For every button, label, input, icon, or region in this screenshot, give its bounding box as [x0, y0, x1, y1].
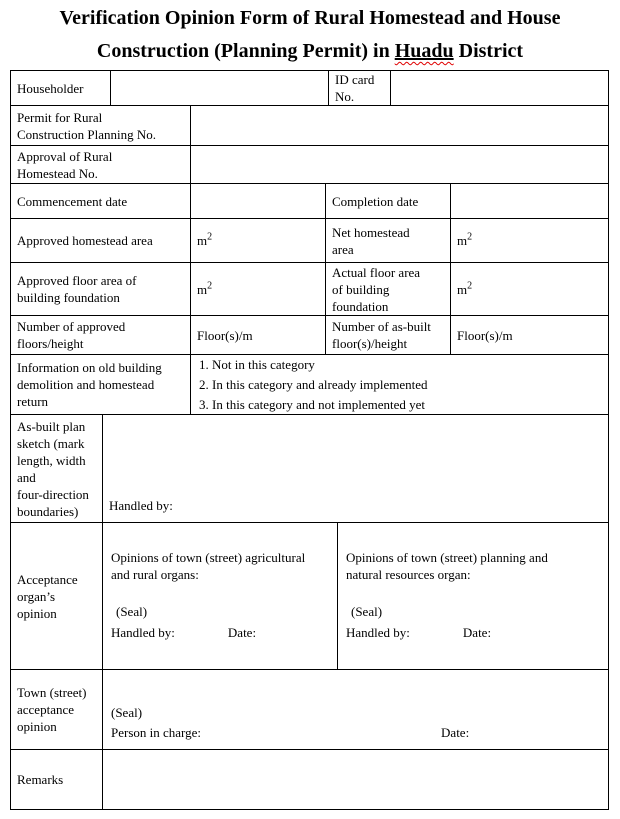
net-area-label-cell [326, 219, 451, 263]
table-row [11, 316, 609, 355]
label-line: Approval of Rural [17, 148, 113, 164]
remarks-value-cell[interactable] [103, 750, 609, 810]
net-area-unit-cell[interactable] [451, 219, 609, 263]
label-line: and [17, 470, 36, 485]
commencement-value-cell[interactable] [191, 184, 326, 219]
handled-by-label: Handled by: [111, 625, 175, 640]
square-meter-unit [457, 281, 472, 298]
signature-line [346, 623, 491, 643]
label-line: sketch (mark [17, 436, 85, 451]
label-line: As-built plan [17, 419, 86, 434]
form-title [0, 2, 620, 68]
unit-base: m [457, 281, 468, 297]
option-item: 3. In this category and not implemented yet [199, 396, 425, 412]
town-label-cell [11, 670, 103, 750]
table-row [11, 750, 609, 810]
title-line-2 [0, 35, 620, 68]
town-opinion-cell[interactable] [103, 670, 609, 750]
opinion-title-line: Opinions of town (street) planning and [346, 550, 548, 565]
label-line: boundaries) [17, 504, 79, 519]
sketch-label-cell [11, 415, 103, 523]
householder-value-cell[interactable] [111, 71, 329, 106]
label-line: organ’s [17, 588, 56, 604]
commencement-label: Commencement date [17, 193, 128, 209]
remarks-label-cell [11, 750, 103, 810]
label-line: foundation [332, 298, 389, 314]
label-line: Town (street) [17, 685, 87, 700]
table-row [11, 263, 609, 316]
actual-floor-area-label-cell [326, 263, 451, 316]
householder-label: Householder [17, 80, 84, 96]
old-building-label-cell [11, 355, 191, 415]
unit-base: m [197, 233, 208, 248]
sketch-drawing-cell[interactable] [103, 415, 609, 523]
unit-base: m [197, 281, 208, 297]
underlined-word-wrap [395, 40, 454, 62]
label-line: floor(s)/height [332, 336, 408, 351]
square-meter-unit [197, 232, 212, 249]
asbuilt-floors-label-cell [326, 316, 451, 355]
table-row [11, 106, 609, 146]
permit-no-label-cell [11, 106, 191, 146]
seal-label: (Seal) [111, 705, 143, 720]
date-label: Date: [227, 625, 257, 640]
label-line: opinion [17, 605, 57, 621]
approved-floor-area-label-cell [11, 263, 191, 316]
title-line-2-suffix: District [453, 40, 524, 62]
title-line-2-prefix: Construction (Planning Permit) in [96, 40, 395, 62]
approved-floors-unit-cell[interactable] [191, 316, 326, 355]
square-meter-unit [457, 232, 472, 249]
title-line-1: Verification Opinion Form of Rural Homestead and House [59, 7, 561, 29]
asbuilt-floors-unit-cell[interactable] [451, 316, 609, 355]
id-card-value-cell[interactable] [391, 71, 609, 106]
label-line: Homestead No. [17, 165, 98, 181]
label-line: demolition and homestead [17, 377, 155, 392]
table-row [11, 523, 609, 670]
floors-unit: Floor(s)/m [457, 327, 513, 343]
verification-form-table [10, 70, 609, 810]
label-line: Number of as-built [332, 319, 431, 334]
label-line: acceptance [17, 702, 75, 717]
square-meter-unit [197, 281, 212, 298]
unit-base: m [457, 233, 468, 248]
table-row [11, 415, 609, 523]
approved-area-label: Approved homestead area [17, 233, 153, 248]
completion-label-cell [326, 184, 451, 219]
unit-exponent: 2 [467, 231, 473, 243]
label-line: floors/height [17, 336, 84, 351]
homestead-no-label-cell [11, 146, 191, 184]
label-line: Information on old building [17, 360, 162, 375]
label-line: building foundation [17, 290, 120, 305]
label-line: Permit for Rural [17, 109, 103, 125]
commencement-label-cell [11, 184, 191, 219]
table-row [11, 146, 609, 184]
id-card-label: ID card No. [335, 72, 375, 104]
label-line: return [17, 394, 49, 409]
table-row [11, 71, 609, 106]
old-building-options-cell[interactable] [191, 355, 609, 415]
date-label: Date: [462, 625, 492, 640]
actual-floor-area-unit-cell[interactable] [451, 263, 609, 316]
label-line: Net homestead [332, 224, 410, 240]
signature-line [111, 623, 256, 643]
seal-label: (Seal) [351, 604, 383, 619]
planning-opinion-cell[interactable] [338, 523, 609, 670]
remarks-label: Remarks [17, 772, 64, 787]
approved-area-unit-cell[interactable] [191, 219, 326, 263]
signature-line [111, 723, 469, 743]
label-line: Actual floor area [332, 264, 421, 280]
date-label: Date: [441, 725, 470, 740]
householder-label-cell [11, 71, 111, 106]
label-line: opinion [17, 719, 57, 734]
seal-label: (Seal) [116, 604, 148, 619]
approved-floor-area-unit-cell[interactable] [191, 263, 326, 316]
handled-by-label: Handled by: [346, 625, 410, 640]
table-row [11, 219, 609, 263]
completion-label: Completion date [332, 193, 419, 209]
unit-exponent: 2 [207, 280, 213, 292]
table-row [11, 670, 609, 750]
table-row [11, 184, 609, 219]
id-card-label-cell [329, 71, 391, 106]
approved-area-label-cell [11, 219, 191, 263]
permit-no-value-cell[interactable] [191, 106, 609, 146]
unit-exponent: 2 [467, 280, 473, 292]
opinion-title-line: and rural organs: [111, 567, 199, 582]
floors-unit: Floor(s)/m [197, 327, 253, 343]
label-line: of building [332, 281, 390, 297]
table-row [11, 355, 609, 415]
person-in-charge-label: Person in charge: [111, 725, 202, 740]
label-line: four-direction [17, 487, 89, 502]
agricultural-opinion-cell[interactable] [103, 523, 338, 670]
sketch-handled-by-label: Handled by: [109, 498, 173, 513]
label-line: Construction Planning No. [17, 126, 157, 142]
spellcheck-flagged-word: Huadu [394, 40, 454, 62]
opinion-title-line: natural resources organ: [346, 567, 471, 582]
label-line: Acceptance [17, 571, 78, 587]
label-line: Approved floor area of [17, 273, 137, 288]
option-item: 2. In this category and already implemented [199, 376, 428, 392]
label-line: area [332, 241, 354, 257]
homestead-no-value-cell[interactable] [191, 146, 609, 184]
acceptance-label-cell [11, 523, 103, 670]
label-line: length, width [17, 453, 86, 468]
opinion-title-line: Opinions of town (street) agricultural [111, 550, 306, 565]
unit-exponent: 2 [207, 231, 213, 243]
label-line: Number of approved [17, 319, 126, 334]
completion-value-cell[interactable] [451, 184, 609, 219]
approved-floors-label-cell [11, 316, 191, 355]
option-item: 1. Not in this category [199, 356, 315, 372]
